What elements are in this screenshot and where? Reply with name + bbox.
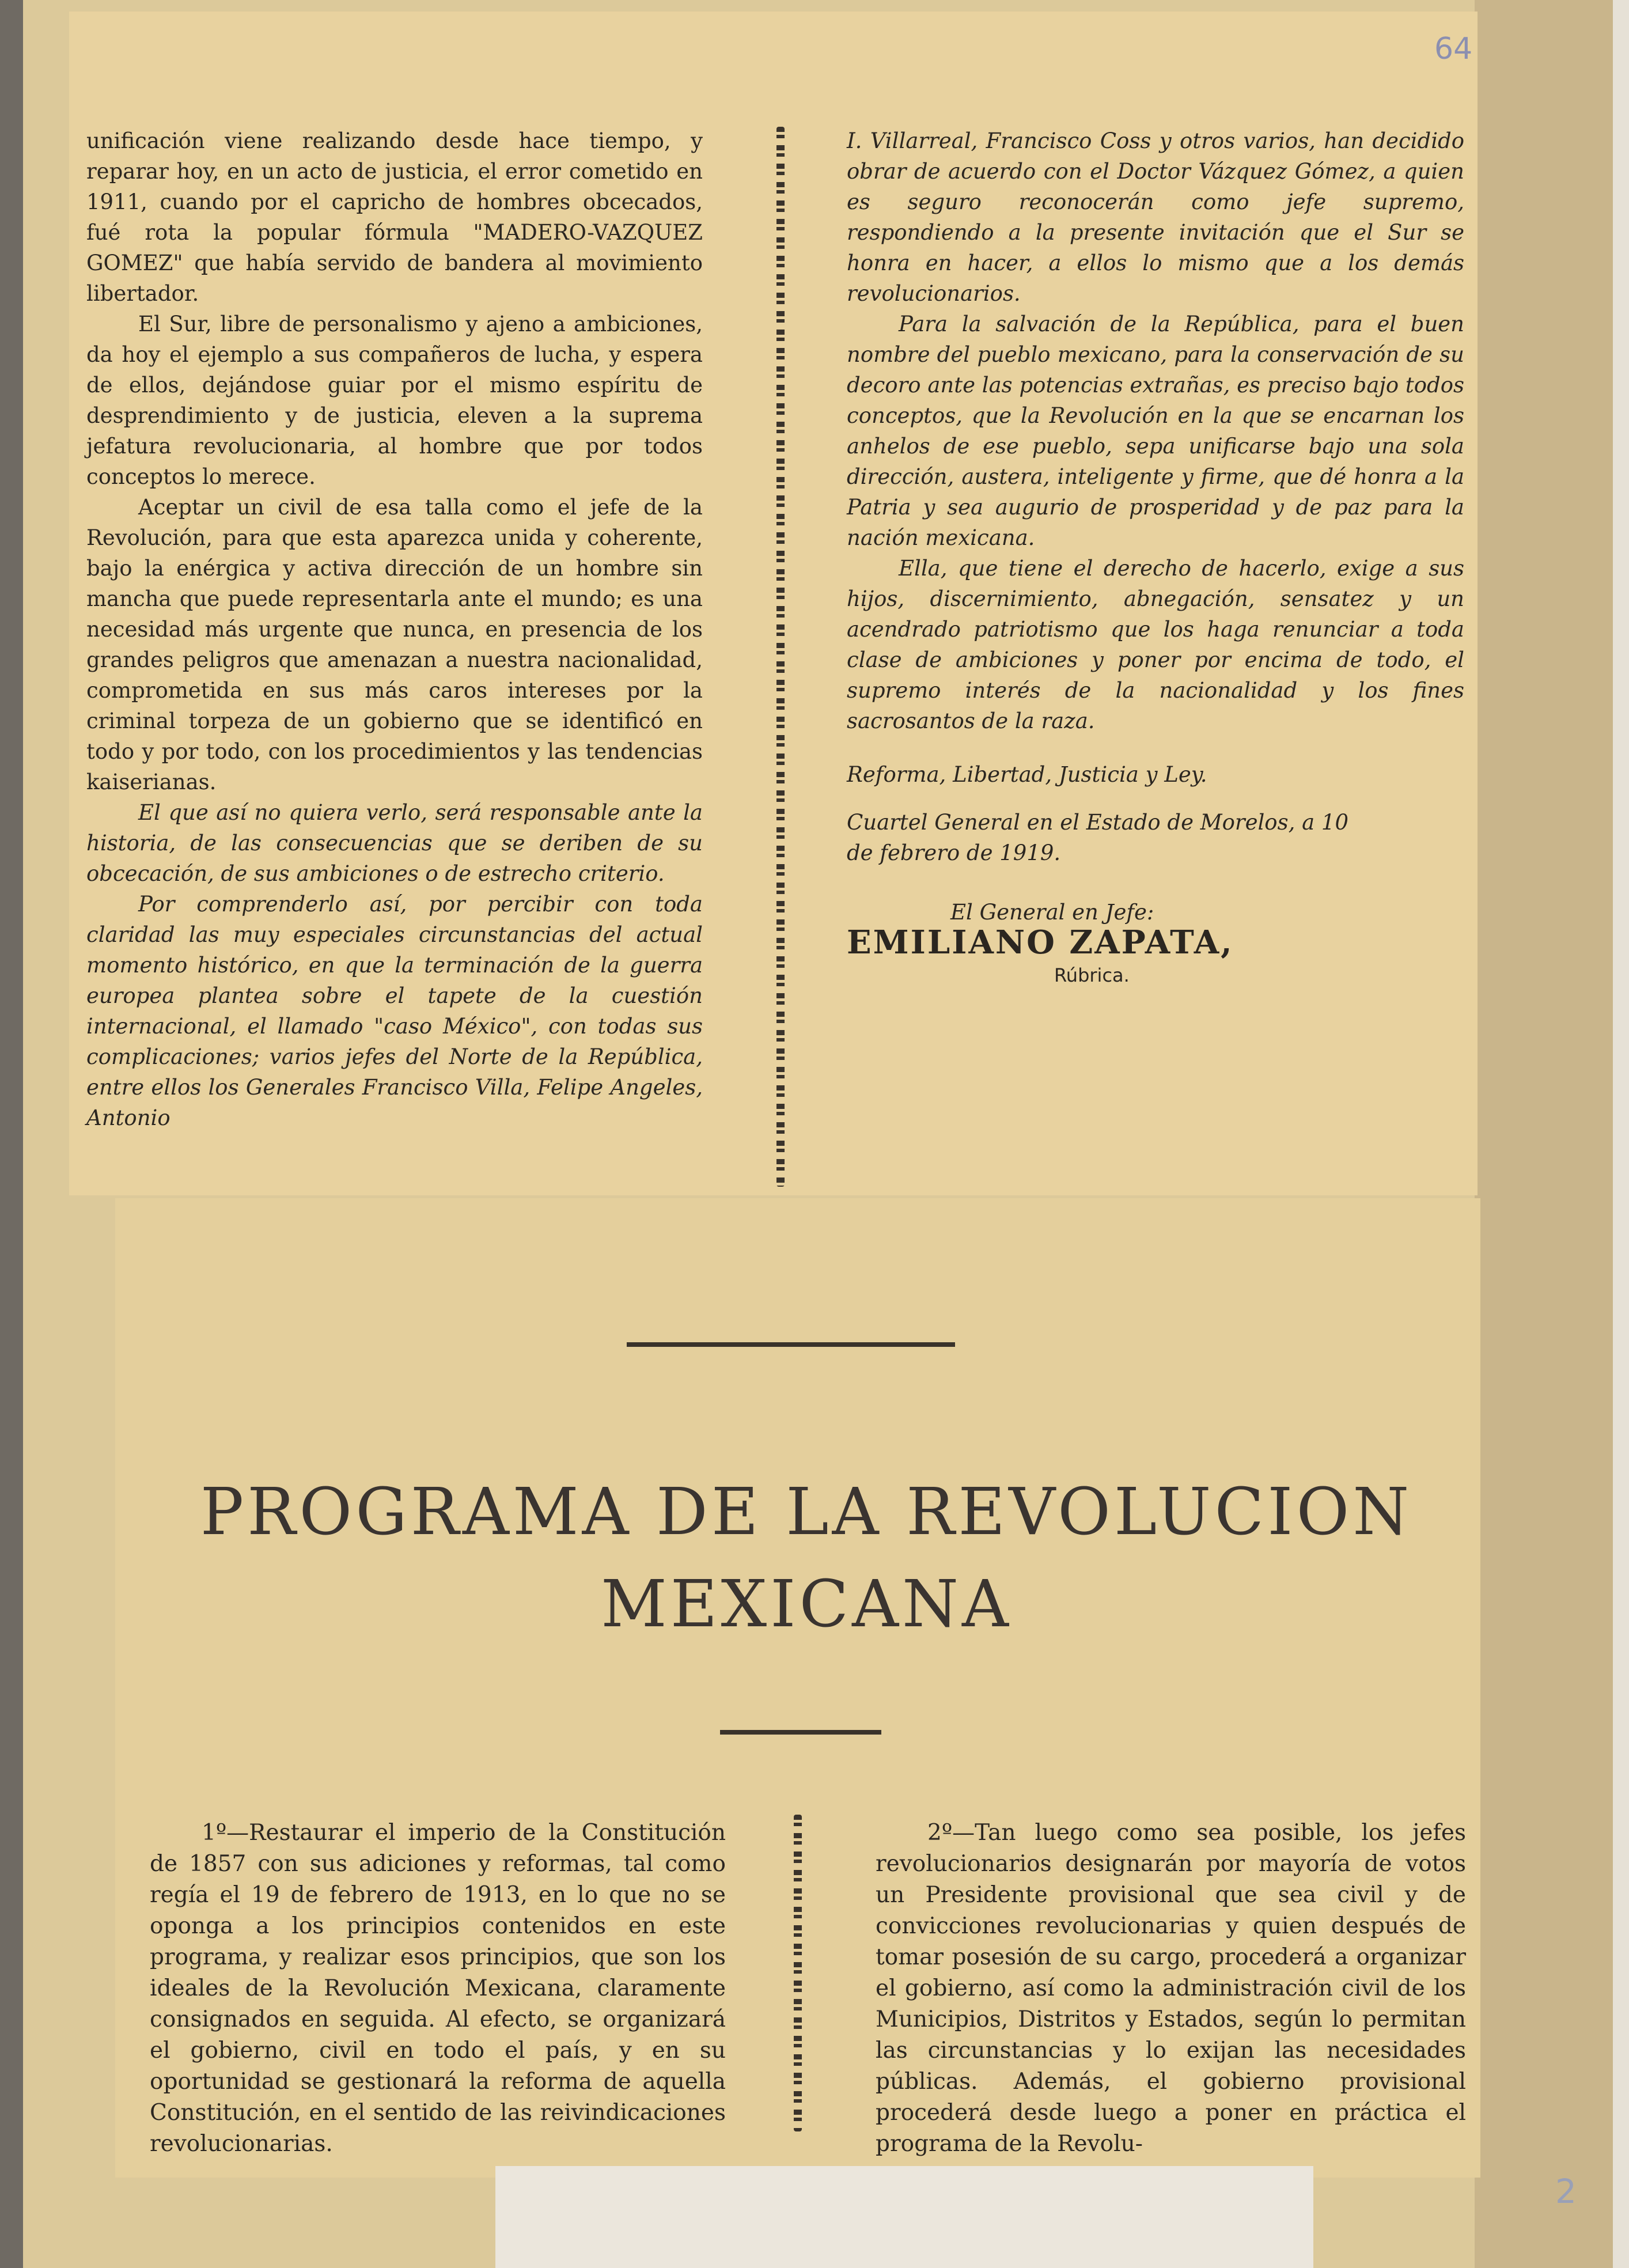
date-line: de febrero de 1919.	[847, 840, 1061, 865]
article-1: 1º—Restaurar el imperio de la Constitución de 1857 con sus adiciones y reformas, tal como regía el 19 de febrero de 1913, en lo que no se oponga a los principios contenidos en este programa, y realizar esos principios, que son los ideales de la Revolución Mexicana, claramente consignados en seguida. Al efecto, se organizará el gobierno, civil en todo el país, y en su oportunidad se gestionará la reforma de aquella Constitución, en el sentido de las reivindicaciones revolucionarias.	[150, 1820, 726, 2157]
program-title-line-2: MEXICANA	[601, 1567, 1012, 1642]
title-underline	[720, 1730, 881, 1735]
bottom-left-column	[150, 1818, 726, 2160]
signer-name: EMILIANO ZAPATA,	[847, 923, 1234, 961]
section-divider	[627, 1342, 955, 1347]
paragraph: Para la salvación de la República, para el buen nombre del pueblo mexicano, para la conservación de su decoro ante las potencias extrañas, es preciso bajo todos conceptos, que la Revolución en la que se encarnan los anhelos de ese pueblo, sepa unificarse bajo una sola dirección, austera, inteligente y firme, que dé honra a la Patria y sea augurio de prosperidad y de paz para la nación mexicana.	[847, 312, 1464, 550]
motto: Reforma, Libertad, Justicia y Ley.	[847, 762, 1207, 787]
paragraph: El que así no quiera verlo, será responsable ante la historia, de las consecuencias que se deriben de su obcecación, de sus ambiciones o de estrecho criterio.	[86, 800, 703, 886]
handwritten-page-number: 64	[1434, 32, 1473, 66]
bottom-right-column	[876, 1818, 1466, 2160]
rubrica: Rúbrica.	[1054, 964, 1130, 986]
top-left-column	[86, 126, 703, 1133]
column-divider	[776, 127, 785, 1187]
article-2: 2º—Tan luego como sea posible, los jefes revolucionarios designarán por mayoría de votos un Presidente provisional que sea civil y de convicciones revolucionarias y quien después de tomar posesión de su cargo, procederá a organizar el gobierno, así como la administración civil de los Municipios, Distritos y Estados, según lo permitan las circunstancias y lo exijan las necesidades públicas. Además, el gobierno provisional procederá desde luego a poner en práctica el programa de la Revolu-	[876, 1820, 1466, 2157]
program-title: PROGRAMA DE LA REVOLUCION	[200, 1475, 1413, 1550]
place-line: Cuartel General en el Estado de Morelos, a 10	[847, 810, 1348, 835]
paragraph: Aceptar un civil de esa talla como el jefe de la Revolución, para que esta aparezca unida y coherente, bajo la enérgica y activa dirección de un hombre sin mancha que puede representarla ante el mundo; es una necesidad más urgente que nunca, en presencia de los grandes peligros que amenazan a nuestra nacionalidad, comprometida en sus más caros intereses por la criminal torpeza de un gobierno que se identificó en todo y por todo, con los procedimientos y las tendencias kaiserianas.	[86, 495, 703, 794]
paragraph: Por comprenderlo así, por percibir con toda claridad las muy especiales circunstancias del actual momento histórico, en que la terminación de la guerra europea plantea sobre el tapete de la cuestión internacional, el llamado "caso México", con todas sus complicaciones; varios jefes del Norte de la República, entre ellos los Generales Francisco Villa, Felipe Angeles, Antonio	[86, 892, 703, 1130]
top-right-column	[847, 126, 1464, 991]
bottom-paper-band	[495, 2166, 1313, 2268]
paragraph: unificación viene realizando desde hace tiempo, y reparar hoy, en un acto de justicia, el error cometido en 1911, cuando por el capricho de hombres obcecados, fué rota la popular fórmula "MADERO-VAZQUEZ GOMEZ" que había servido de bandera al movimiento libertador.	[86, 128, 703, 306]
paragraph: El Sur, libre de personalismo y ajeno a ambiciones, da hoy el ejemplo a sus compañeros de lucha, y espera de ellos, dejándose guiar por el mismo espíritu de desprendimiento y de justicia, eleven a la suprema jefatura revolucionaria, al hombre que por todos conceptos lo merece.	[86, 312, 703, 489]
paragraph: I. Villarreal, Francisco Coss y otros varios, han decidido obrar de acuerdo con el Doctor Vázquez Gómez, a quien es seguro reconocerán como jefe supremo, respondiendo a la presente invitación que el Sur se honra en hacer, a ellos lo mismo que a los demás revolucionarios.	[847, 128, 1464, 306]
column-divider-bottom	[794, 1815, 802, 2131]
paragraph: Ella, que tiene el derecho de hacerlo, exige a sus hijos, discernimiento, abnegación, sensatez y un acendrado patriotismo que los haga renunciar a toda clase de ambiciones y poner por encima de todo, el supremo interés de la nacionalidad y los fines sacrosantos de la raza.	[847, 556, 1464, 733]
sign-title: El General en Jefe:	[950, 900, 1154, 925]
page-margin-strip	[1475, 0, 1613, 2268]
page-edge	[1613, 0, 1629, 2268]
handwritten-corner-mark: 2	[1555, 2172, 1577, 2211]
